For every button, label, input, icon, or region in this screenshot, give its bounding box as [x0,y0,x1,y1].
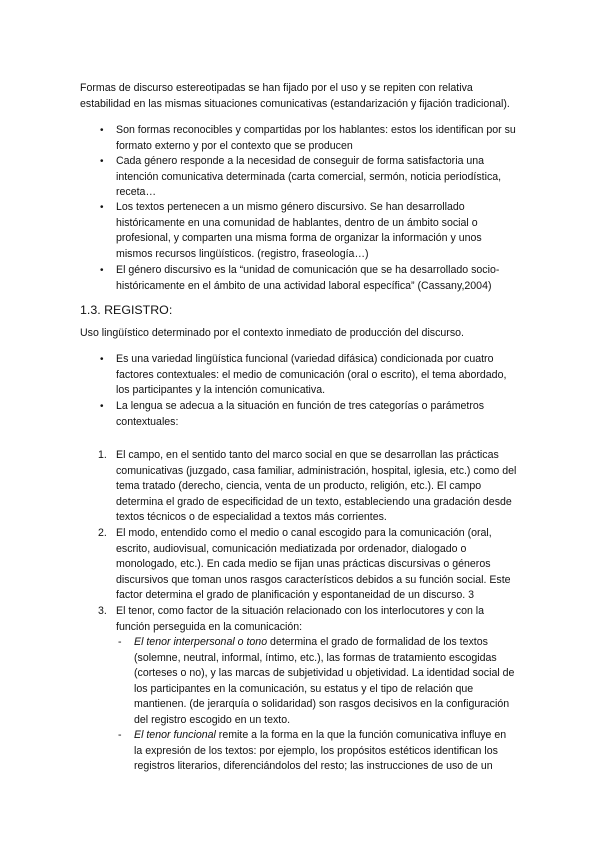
bullet-line: receta… [116,186,157,199]
tenor-term: El tenor funcional [134,729,216,741]
bullet-marker: • [100,156,104,167]
tenor-item-funcional [134,728,506,775]
tenor-line: registros literarios, diferenciándolos del resto; las instrucciones de uso de un [134,760,493,773]
tenor-first-rest: determina el grado de formalidad de los textos [267,636,488,648]
tenor-line: del registro escogido en un texto. [134,713,291,726]
bullet-line: Son formas reconocibles y compartidas por los hablantes: estos los identifican por su [116,124,516,136]
numbered-line: El modo, entendido como el medio o canal escogido para la comunicación (oral, [116,527,492,539]
intro-paragraph [80,81,510,112]
bullet-line: profesional, y comparten una misma forma de organizar la información y unos [116,232,482,245]
bullet-line: Los textos pertenecen a un mismo género discursivo. Se han desarrollado [116,201,465,213]
numbered-line: determina el grado de especificidad de un texto, estableciendo una gradación desde [116,495,512,508]
numbered-line: monologado, etc.). En cada medio se fijan unas prácticas discursivas o géneros [116,558,491,571]
bullet-line: Cada género responde a la necesidad de conseguir de forma satisfactoria una [116,155,485,167]
bullet-line: los participantes y la intención comunicativa. [116,384,326,397]
tenor-item-interpersonal [134,635,514,729]
numbered-line: comunicativas (juzgado, casa familiar, administración, hospital, iglesia, etc.) como del [116,464,517,477]
tenor-line: (corteses o no), y las marcas de subjetividad u objetividad. La identidad social de [134,667,515,680]
genre-bullet-2 [116,154,501,201]
numbered-line: textos técnicos o de especialidad a textos más corrientes. [116,511,387,524]
genre-bullet-3 [116,200,482,262]
dash-marker: - [118,636,122,648]
bullet-line: factores contextuales: el medio de comunicación (oral o escrito), el tema abordado, [116,368,507,381]
numbered-line: escrito, audiovisual, comunicación mediatizada por ordenador, dialogado o [116,542,467,555]
numbered-item-2 [116,526,511,604]
bullet-line: Es una variedad lingüística funcional (variedad difásica) condicionada por cuatro [116,353,494,365]
tenor-line: (solemne, neutral, informal, íntimo, etc.), las formas de tratamiento escogidas [134,651,497,664]
numbered-line: El campo, en el sentido tanto del marco social en que se desarrollan las prácticas [116,449,499,461]
bullet-line: El género discursivo es la “unidad de comunicación que se ha desarrollado socio- [116,264,500,276]
register-bullet-1 [116,352,506,399]
intro-line: estabilidad en las mismas situaciones comunicativas (estandarización y fijación tradicional). [80,97,510,110]
tenor-first-rest: remite a la forma en la que la función comunicativa influye en [215,729,507,741]
list-number: 1. [98,449,107,461]
tenor-line: mantienen. (de jerarquía o solidaridad) son rasgos decisivos en la configuración [134,698,510,711]
section-heading: 1.3. REGISTRO: [80,303,173,317]
bullet-line: formato externo y por el contexto que se producen [116,139,353,152]
bullet-line: históricamente en el ámbito de una actividad laboral específica” (Cassany,2004) [116,279,492,292]
dash-marker: - [118,729,122,741]
bullet-line: contextuales: [116,415,179,428]
bullet-marker: • [100,125,104,136]
genre-bullet-1 [116,123,516,154]
numbered-item-1 [116,448,516,526]
numbered-line: factor determina el grado de planificación y espontaneidad de un discurso. 3 [116,589,475,602]
bullet-marker: • [100,202,104,213]
definition-paragraph: Uso lingüístico determinado por el contexto inmediato de producción del discurso. [80,327,464,339]
tenor-term: El tenor interpersonal o tono [134,636,268,648]
tenor-line: los participantes en la comunicación, su estatus y el tipo de relación que [134,682,474,695]
tenor-first-line [134,728,506,744]
bullet-line: históricamente en una comunidad de hablantes, dentro de un ámbito social o [116,216,478,229]
numbered-line: tema tratado (derecho, ciencia, venta de un producto, religión, etc.). El campo [116,480,482,493]
numbered-item-3 [116,604,484,635]
bullet-line: La lengua se adecua a la situación en función de tres categorías o parámetros [116,400,485,412]
numbered-line: discursivos que toman unos rasgos característicos debidos a su función social. Este [116,573,511,586]
list-number: 2. [98,527,107,539]
tenor-first-line [134,635,514,651]
numbered-line: función perseguida en la comunicación: [116,620,303,633]
numbered-line: El tenor, como factor de la situación relacionado con los interlocutores y con la [116,605,485,617]
intro-line: Formas de discurso estereotipadas se han fijado por el uso y se repiten con relativa [80,82,473,94]
bullet-marker: • [100,265,104,276]
tenor-line: la expresión de los textos: por ejemplo, los propósitos estéticos identifican los [134,744,498,757]
genre-bullet-4 [116,263,499,294]
bullet-line: intención comunicativa determinada (carta comercial, sermón, noticia periodística, [116,170,502,183]
register-bullet-2 [116,399,484,430]
bullet-line: mismos recursos lingüísticos. (registro, fraseología…) [116,247,369,260]
bullet-marker: • [100,401,104,412]
list-number: 3. [98,605,107,617]
bullet-marker: • [100,354,104,365]
